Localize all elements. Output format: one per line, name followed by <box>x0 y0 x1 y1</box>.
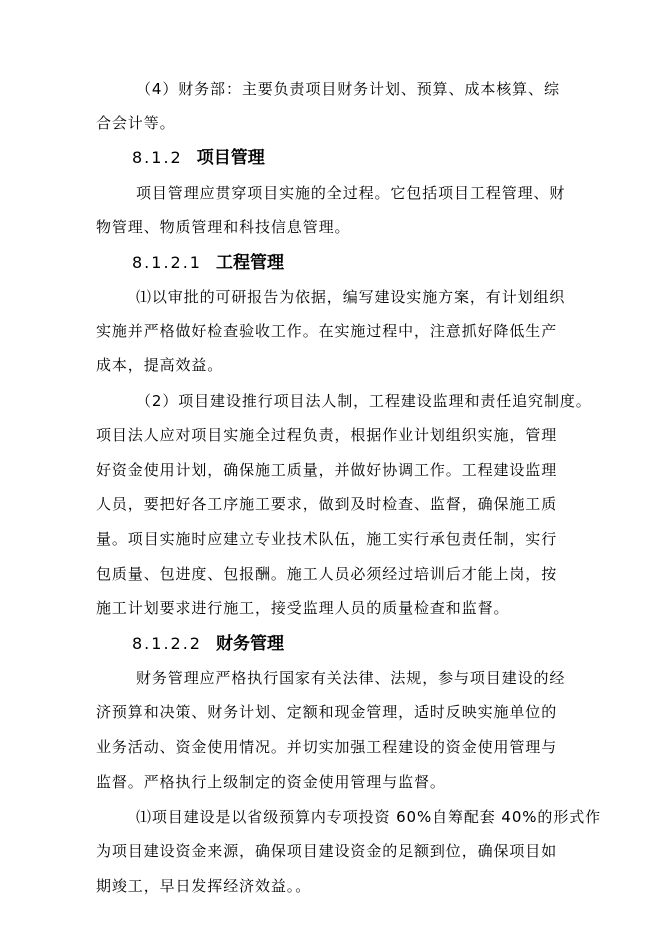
para-finance-mgmt-line-4: 监督。严格执行上级制定的资金使用管理与监督。 <box>96 773 446 791</box>
heading-number: 8.1.2.1 <box>132 253 202 272</box>
para-engineering-2-line-3: 好资金使用计划，确保施工质量，并做好协调工作。工程建设监理 <box>96 461 558 479</box>
para-finance-mgmt-line-1: 财务管理应严格执行国家有关法律、法规，参与项目建设的经 <box>136 669 566 687</box>
para-engineering-2-line-1: （2）项目建设推行项目法人制，工程建设监理和责任追究制度。 <box>136 392 592 410</box>
heading-8-1-2-1 <box>132 252 284 274</box>
para-funding-line-1: ⑴项目建设是以省级预算内专项投资 60%自筹配套 40%的形式作 <box>136 808 602 826</box>
para-project-mgmt-line-1: 项目管理应贯穿项目实施的全过程。它包括项目工程管理、财 <box>136 184 566 202</box>
para-funding-line-2: 为项目建设资金来源，确保项目建设资金的足额到位，确保项目如 <box>96 842 558 860</box>
para-engineering-2-line-5: 量。项目实施时应建立专业技术队伍，施工实行承包责任制，实行 <box>96 530 558 548</box>
heading-number: 8.1.2 <box>132 148 183 167</box>
para-engineering-2-line-4: 人员，要把好各工序施工要求，做到及时检查、监督，确保施工质 <box>96 495 558 513</box>
para-finance-mgmt-line-2: 济预算和决策、财务计划、定额和现金管理，适时反映实施单位的 <box>96 703 558 721</box>
para-engineering-2-line-2: 项目法人应对项目实施全过程负责，根据作业计划组织实施，管理 <box>96 426 558 444</box>
para-project-mgmt-line-2: 物管理、物质管理和科技信息管理。 <box>96 218 351 236</box>
para-engineering-1-line-3: 成本，提高效益。 <box>96 356 224 374</box>
para-finance-dept-line-2: 合会计等。 <box>96 114 176 132</box>
heading-8-1-2 <box>132 147 265 169</box>
heading-8-1-2-2 <box>132 633 284 655</box>
para-engineering-1-line-2: 实施并严格做好检查验收工作。在实施过程中，注意抓好降低生产 <box>96 322 558 340</box>
para-engineering-2-line-7: 施工计划要求进行施工，接受监理人员的质量检查和监督。 <box>96 599 510 617</box>
heading-title: 工程管理 <box>215 253 284 273</box>
para-engineering-2-line-6: 包质量、包进度、包报酬。施工人员必须经过培训后才能上岗，按 <box>96 565 558 583</box>
para-funding-line-3: 期竣工，早日发挥经济效益。。 <box>96 877 312 895</box>
para-finance-dept-line-1: （4）财务部：主要负责项目财务计划、预算、成本核算、综 <box>136 80 560 98</box>
para-engineering-1-line-1: ⑴以审批的可研报告为依据，编写建设实施方案，有计划组织 <box>136 288 566 306</box>
para-finance-mgmt-line-3: 业务活动、资金使用情况。并切实加强工程建设的资金使用管理与 <box>96 738 558 756</box>
heading-number: 8.1.2.2 <box>132 634 202 653</box>
heading-title: 财务管理 <box>215 634 284 654</box>
heading-title: 项目管理 <box>196 148 265 168</box>
